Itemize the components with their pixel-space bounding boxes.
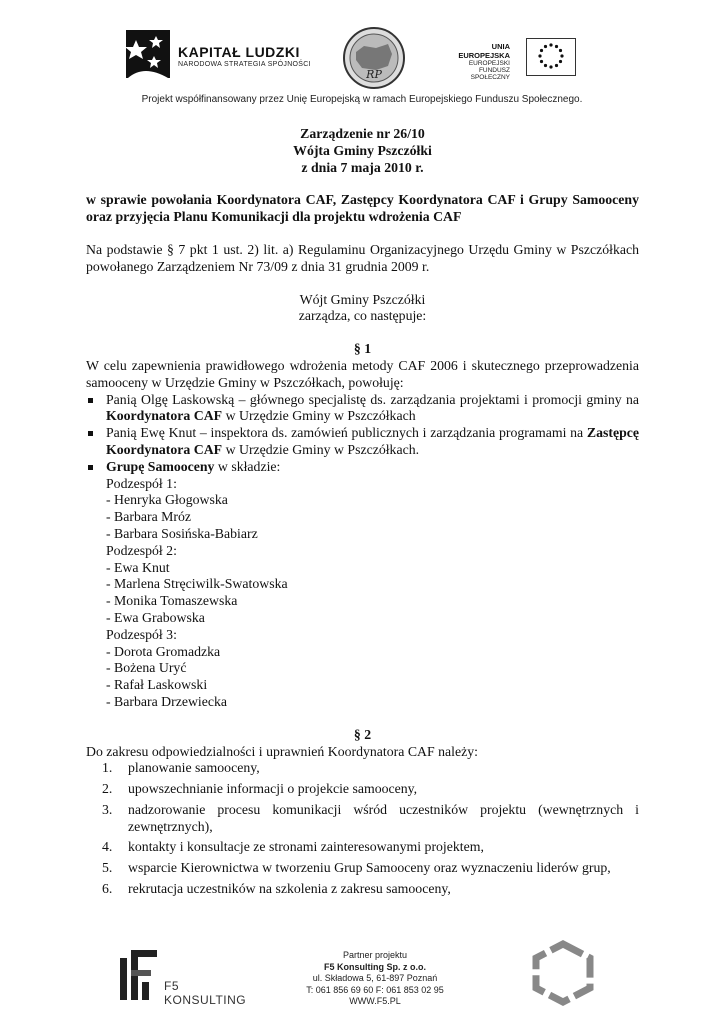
duty-text: rekrutacja uczestników na szkolenia z zakresu samooceny, (128, 881, 451, 897)
f5-logo (118, 944, 258, 1008)
doc-title-line-2: Wójta Gminy Pszczółki (293, 142, 432, 158)
duty-number: 3. (102, 801, 113, 817)
section-2-intro: Do zakresu odpowiedzialności i uprawnień Koordynatora CAF należy: (86, 743, 478, 759)
duty-text: nadzorowanie procesu komunikacji wśród uczestników projektu (wewnętrznych i zewnętrznych), (128, 801, 639, 834)
appointment-2-role: Zastępcę Koordynatora CAF (106, 425, 639, 457)
group-line: - Henryka Głogowska (106, 492, 228, 508)
eu-flag-icon (526, 38, 576, 76)
doc-title-line-1: Zarządzenie nr 26/10 (300, 126, 425, 141)
eu-line-1: EUROPEJSKI (468, 60, 510, 67)
duties-list (86, 760, 639, 898)
eu-line-2: FUNDUSZ SPOŁECZNY (470, 67, 510, 81)
group-line: - Rafał Laskowski (106, 677, 208, 693)
appointment-1-role: Koordynatora CAF (106, 408, 223, 424)
group-line: - Ewa Grabowska (106, 609, 205, 625)
kl-title: KAPITAŁ LUDZKI (178, 44, 300, 60)
seal-label: RP (366, 68, 382, 81)
list-item (86, 425, 639, 459)
bullet-icon (88, 431, 93, 436)
list-item (86, 839, 639, 856)
f5-icon (118, 944, 162, 1008)
duty-number: 5. (102, 860, 113, 876)
section-2-heading: § 2 (353, 726, 372, 742)
doc-title-line-3: z dnia 7 maja 2010 r. (301, 159, 424, 175)
eu-logo (440, 38, 600, 81)
appointment-3-role: Grupę Samooceny (106, 458, 215, 474)
partner-phones: T: 061 856 69 60 F: 061 853 02 95 (306, 984, 444, 995)
list-item (86, 881, 639, 898)
group-line: - Barbara Drzewiecka (106, 693, 228, 709)
partner-web: WWW.F5.PL (349, 996, 401, 1006)
decrees-line: zarządza, co następuje: (298, 308, 427, 324)
list-item (86, 802, 639, 836)
partner-company: F5 Konsulting Sp. z o.o. (324, 961, 426, 972)
kapital-ludzki-icon (124, 26, 174, 84)
doc-subject: w sprawie powołania Koordynatora CAF, Zastępcy Koordynatora CAF i Grupy Samooceny oraz przyjęcia Planu Komunikacji dla projektu wdrożenia CAF (86, 192, 639, 225)
group-line: Podzespół 1: (106, 475, 177, 491)
f5-wordmark: F5 KONSULTING (164, 979, 247, 1007)
section-1-intro: W celu zapewnienia prawidłowego wdrożenia metody CAF 2006 i skutecznego przeprowadzenia samooceny w Urzędzie Gminy w Pszczółkach, powołuję: (86, 357, 639, 390)
list-item (86, 760, 639, 777)
appointment-1-place: w Urzędzie Gminy w Pszczółkach (222, 408, 416, 424)
duty-text: planowanie samooceny, (128, 760, 260, 776)
duty-text: kontakty i konsultacje ze stronami zainteresowanymi projektem, (128, 839, 484, 855)
header (0, 0, 724, 112)
group-line: - Dorota Gromadzka (106, 643, 221, 659)
list-item (86, 860, 639, 877)
bullet-icon (88, 398, 93, 403)
group-line: Podzespół 3: (106, 626, 177, 642)
group-line: - Ewa Knut (106, 559, 170, 575)
appointment-3-text: w składzie: (214, 458, 281, 474)
group-line: - Bożena Uryć (106, 660, 187, 676)
list-item (86, 392, 639, 426)
duty-number: 4. (102, 839, 113, 855)
group-line: - Marlena Stręciwilk-Swatowska (106, 576, 288, 592)
appointment-2-text: Panią Ewę Knut – inspektora ds. zamówień publicznych i zarządzania programami na (106, 425, 587, 441)
seal-logo (342, 26, 406, 90)
group-line: - Barbara Mróz (106, 509, 192, 525)
partner-address: ul. Składowa 5, 61-897 Poznań (312, 973, 438, 983)
self-assessment-group (86, 476, 639, 711)
appointments-list (86, 392, 639, 476)
list-item (86, 781, 639, 798)
duty-text: wsparcie Kierownictwa w tworzeniu Grup Samooceny oraz wyznaczeniu liderów grup, (128, 860, 611, 876)
kapital-ludzki-logo (124, 26, 324, 84)
cofunding-note: Projekt współfinansowany przez Unię Europejską w ramach Europejskiego Funduszu Społecznego. (141, 94, 583, 105)
doc-legal-basis: Na podstawie § 7 pkt 1 ust. 2) lit. a) Regulaminu Organizacyjnego Urzędu Gminy w Pszczółkach powołanego Zarządzeniem Nr 73/09 z dnia 31 grudnia 2009 r. (86, 241, 639, 274)
group-line: - Monika Tomaszewska (106, 593, 238, 609)
hexagon-logo-icon (528, 940, 598, 1006)
footer (0, 936, 724, 1024)
bullet-icon (88, 465, 93, 470)
group-line: Podzespół 2: (106, 542, 177, 558)
eu-title: UNIA EUROPEJSKA (458, 42, 510, 60)
document-body (86, 126, 639, 902)
partner-info (290, 950, 460, 1008)
group-line: - Barbara Sosińska-Babiarz (106, 525, 258, 541)
list-item (86, 459, 639, 476)
duty-number: 2. (102, 781, 113, 797)
kl-subtitle: NARODOWA STRATEGIA SPÓJNOŚCI (178, 61, 311, 68)
duty-number: 1. (102, 760, 113, 776)
appointment-2-place: w Urzędzie Gminy w Pszczółkach. (222, 441, 420, 457)
appointment-1-text: Panią Olgę Laskowską – głównego specjalistę ds. zarządzania projektami i promocji gminy na (106, 391, 639, 407)
duty-number: 6. (102, 881, 113, 897)
partner-label: Partner projektu (342, 950, 408, 960)
section-1-heading: § 1 (353, 341, 372, 357)
duty-text: upowszechnianie informacji o projekcie samooceny, (128, 781, 418, 797)
wojt-line: Wójt Gminy Pszczółki (299, 291, 426, 307)
